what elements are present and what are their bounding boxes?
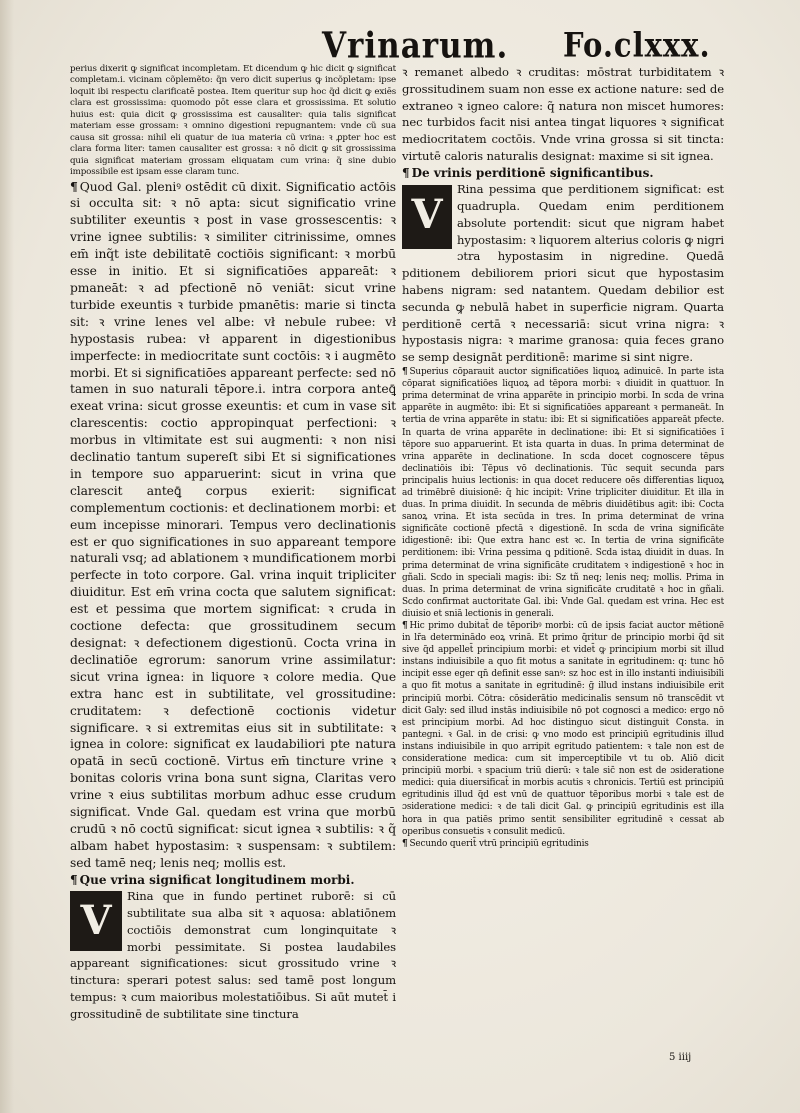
right-commentary-text: Secundo querit̄ vtrū principiū egritudinis [409, 838, 589, 849]
right-section-heading [402, 165, 724, 182]
left-section-heading-text: Que vrina significat longitudinem morbi. [79, 872, 355, 887]
left-section-heading [70, 872, 396, 889]
right-section-heading-text: De vrinis perditionē significantibus. [411, 165, 654, 180]
right-commentary-paragraph [402, 620, 724, 838]
decorated-initial-letter: V [80, 897, 112, 945]
left-commentary-paragraph: perius dixerit ꝙ significat incompletam. Et dicendum ꝙ hic dicit ꝙ significat completam.i. vicinam cõplemẽto: q̃n vero dicit superius ꝙ incõpletam: ipse loquit ibi respectu clarificatē postea. Item queritur sup hoc q̃d dicit ꝙ exiēs clara est grossissima: quomodo pōt esse clara et grossissima. Et solutio huius est: quia dicit ꝙ grossissima est causaliter: quia talis significat materiam esse grossam: ꝛ omnino digestioni repugnantem: vnde cũ sua causa sit grossa: nihil eli quatur de iua materia cũ vrina: ꝛ ꝓpter hoc est clara forma liter: tamen causaliter est grossa: ꝛ nō dicit ꝙ sit grossissima quia significat materiam grossam eliquatam cum vrina: q̃ sine dubio impossibile est ipsam esse claram tunc. [70, 64, 396, 178]
signature-mark: 5 iiij [669, 1052, 692, 1063]
page-edge-shadow [0, 0, 14, 1113]
left-column [70, 64, 396, 1052]
left-main-text-continued: Rina que in fundo pertinet ruborē: si cū subtilitate sua alba sit ꝛ aquosa: ablatiōnem coctiōis demonstrat cum longinquitate ꝛ morbi pessimitate. Si postea laudabiles appareant significationes: sicut grossitudo vrine ꝛ tinctura: sperari potest salus: sed tamē post longum tempus: ꝛ cum maioribus molestatiōibus. Si aūt mutet̄ i grossitudinē de subtilitate sine tinctura [70, 889, 396, 1021]
paragraph-mark-icon: ¶ [402, 165, 410, 180]
right-commentary-paragraph [402, 838, 724, 850]
decorated-initial [70, 891, 122, 951]
right-column [402, 64, 724, 1049]
decorated-initial-letter: V [411, 191, 443, 239]
right-main-text-continued: Rina pessima que perditionem significat: est quadrupla. Quedam enim perditionem absolute portendit: sicut que nigram habet hypostasim: ꝛ liquorem alterius coloris ꝙ nigri ɔtra hypostasim in nigredine. Quedā pditionem debiliorem priori sicut que hypostasim habens nigram: sed natantem. Quedam debilior est secunda ꝙ nebulā habet in superficie nigram. Quarta perditionē certā ꝛ necessariā: sicut vrina nigra: ꝛ hypostasis nigra: ꝛ marime granosa: quia feces grano se semp designāt perditionē: marime si sint nigre. [402, 182, 724, 365]
right-main-text: ꝛ remanet albedo ꝛ cruditas: mōstrat turbiditatem ꝛ grossitudinem suam non esse ex actione nature: sed de extraneo ꝛ igneo calore: q̃ natura non miscet humores: nec turbidos facit nisi antea tingat liquores ꝛ significat mediocritatem coctōis. Vnde vrina grossa si sit tincta: virtutē caloris naturalis designat: maxime si sit ignea. [402, 65, 724, 163]
right-initial-block [402, 181, 724, 366]
paragraph-mark-icon: ¶ [70, 178, 78, 194]
paragraph-mark-icon: ¶ [402, 621, 408, 632]
paragraph-mark-icon: ¶ [402, 838, 408, 849]
right-commentary-text: Superius cōparauit auctor significatiōes liquoꝝ adinuicē. In parte ista cōparat significatiōes liquoꝝ ad tēpora morbi: ꝛ diuidit in quattuor. In prima determinat de vrina apparēte in principio morbi. In scda de vrina apparēte in augmēto: ibi: Et si significatiōes appareant ꝛ permaneāt. In tertia de vrina apparēte in statu: ibi: Et si significatiōes appareāt pfecte. In quarta de vrina apparēte in declinatione: ibi: Et si significatiōes ī tēpore suo apparuerint. Et ista quarta in duas. In prima determinat de vrina apparēte in declinatione. In scda docet cognoscere tēpus declinatiōis ibi: Tēpus vō declinationis. Tūc sequit secunda pars principalis huius lectionis: in qua docet reducere oēs differentias liquoꝝ ad trimēbrē diuisionē: q̄ hic incipit: Vrine tripliciter diuiditur. Et illa in duas. In prima diuidit. In secunda de mēbris diuidētibus agit: ibi: Cocta sanoꝝ vrina. Et ista secūda in tres. In prima determinat de vrina significāte coctionē pfectā ꝛ digestionē. In scda de vrina significāte idigestionē: ibi: Que extra hanc est ꝛc. In tertia de vrina significāte perditionem: ibi: Vrina pessima ꝗ pditionē. Scda istaꝝ diuidit in duas. In prima determinat de vrina significāte cruditatem ꝛ indigestionē ꝛ hoc in gñali. Scdo in speciali magis: ibi: Sz tñ neq; lenis neq; mollis. Prima in duas. In prima determinat de vrina significāte cruditatē ꝛ hoc in gñali. Scdo confirmat auctoritate Gal. ibi: Vnde Gal. quedam est vrina. Hec est diuisio et sniā lectionis in generali. [402, 367, 724, 619]
paragraph-mark-icon: ¶ [402, 367, 408, 378]
left-main-text [70, 179, 396, 872]
paragraph-mark-icon: ¶ [70, 872, 78, 887]
decorated-initial [402, 185, 452, 249]
running-title: Vrinarum. [322, 25, 509, 67]
left-main-text-body: Quod Gal. pleniꝰ ostēdit cū dixit. Significatio actōis si occulta sit: ꝛ nō apta: sicut significatio vrine subtiliter exeuntis ꝛ post in vase grossescentis: ꝛ vrine ignee subtilis: ꝛ similiter citrinissime, omnes em̄ inq̃t iste debilitatē coctiōis significant: ꝛ morbū esse in initio. Et si significatiōes appareāt: ꝛ pmaneāt: ꝛ ad pfectionē nō veniāt: sicut vrine turbide exeuntis ꝛ turbide pmanētis: marie si tincta sit: ꝛ vrine lenes vel albe: vł nebule rubee: vł hypostasis rubea: vł apparent in digestionibus imperfecte: in mediocritate sunt coctōis: ꝛ i augmēto morbi. Et si significatiōes appareant perfecte: sed nō tamen in suo naturali tēpore.i. intra corpora anteꝗ̄ exeat vrina: sicut grosse exeuntis: et cum in vase sit clarescentis: coctio appropinquat perfectioni: ꝛ morbus in vltimitate est sui augmenti: ꝛ non nisi declinatio tantum supereſt sibi Et si significationes in tempore suo apparuerint: sicut in vrina que clarescit anteꝗ̄ corpus exierit: significat complementum coctionis: et declinationem morbi: et eum incepisse minorari. Tempus vero declinationis est er quo significationes in suo appareant tempore naturali vsq; ad ablationem ꝛ mundificationem morbi perfecte in toto corpore. Gal. vrina inquit tripliciter diuiditur. Est em̄ vrina cocta que salutem significat: est et pessima que mortem significat: ꝛ cruda in coctione defecta: que grossitudinem secum designat: ꝛ defectionem digestionū. Cocta vrina in declinatiōe egrorum: sanorum vrine assimilatur: sicut vrina ignea: in liquore ꝛ colore media. Que extra hanc est in subtilitate, vel grossitudine: cruditatem: ꝛ defectionē coctionis videtur significare. ꝛ si extremitas eius sit in subtilitate: ꝛ ignea in colore: significat ex laudabiliori pte natura opatā in secū coctionē. Virtus em̄ tincture vrine ꝛ bonitas coloris vrina bona sunt signa, Claritas vero vrine ꝛ eius subtilitas morbum adhuc esse crudum significat. Vnde Gal. quedam est vrina que morbū crudū ꝛ nō coctū significat: sicut ignea ꝛ subtilis: ꝛ q̃ albam habet hypostasim: ꝛ suspensam: ꝛ subtilem: sed tamē neq; lenis neq; mollis est. [70, 179, 396, 870]
left-initial-block [70, 888, 396, 1022]
right-commentary-paragraph [402, 366, 724, 620]
folio-number: Fo.clxxx. [563, 25, 711, 65]
right-commentary-text: Hic primo dubitat̄ de tēporibꝰ morbi: cū de ipsis faciat auctor mētionē in lr̄a determinādo eoꝝ vrinā. Et primo q̄ritur de principio morbi q̃d sit sive q̃d appellet̄ principium morbi: et videt̄ ꝙ principium morbi sit illud instans indiuisibile a quo fit motus a sanitate in egritudinem: q: tunc hō incipit esse eger qn̄ definit esse sanꝰ: sz hoc est in illo instanti indiuisibili a quo fit motus a sanitate in egritudinē: ḡ illud instans indiuisibile erit principiū morbi. Cōtra: cōsiderātio medicinalis sensum nō transcēdit vt dicit Galy: sed illud instās indiuisibile nō pot cognosci a medico: ergo nō est principium morbi. Ad hoc distinguo sicut distinguit Consta. in pantegni. ꝛ Gal. in de crisi: ꝙ vno modo est principiū egritudinis illud instans indiuisibile in quo arripit egritudo patientem: ꝛ tale non est de consideratione medica: cum sit imperceptibile vt tu ob. Aliō dicit principiū morbi. ꝛ spacium triū dierū: ꝛ tale sic̄ non est de ɔsideratione medici: quia diuersificat̄ in morbis acutis ꝛ chronicis. Tertiū est principiū egritudinis illud q̃d est vnū de quattuor tēporibus morbi ꝛ tale est de ɔsideratione medici: ꝛ de tali dicit Gal. ꝙ principiū egritudinis est illa hora in qua patiēs primo sentit sensibiliter egritudinē ꝛ cessat ab operibus consuetis ꝛ consulit medicū. [402, 621, 724, 837]
